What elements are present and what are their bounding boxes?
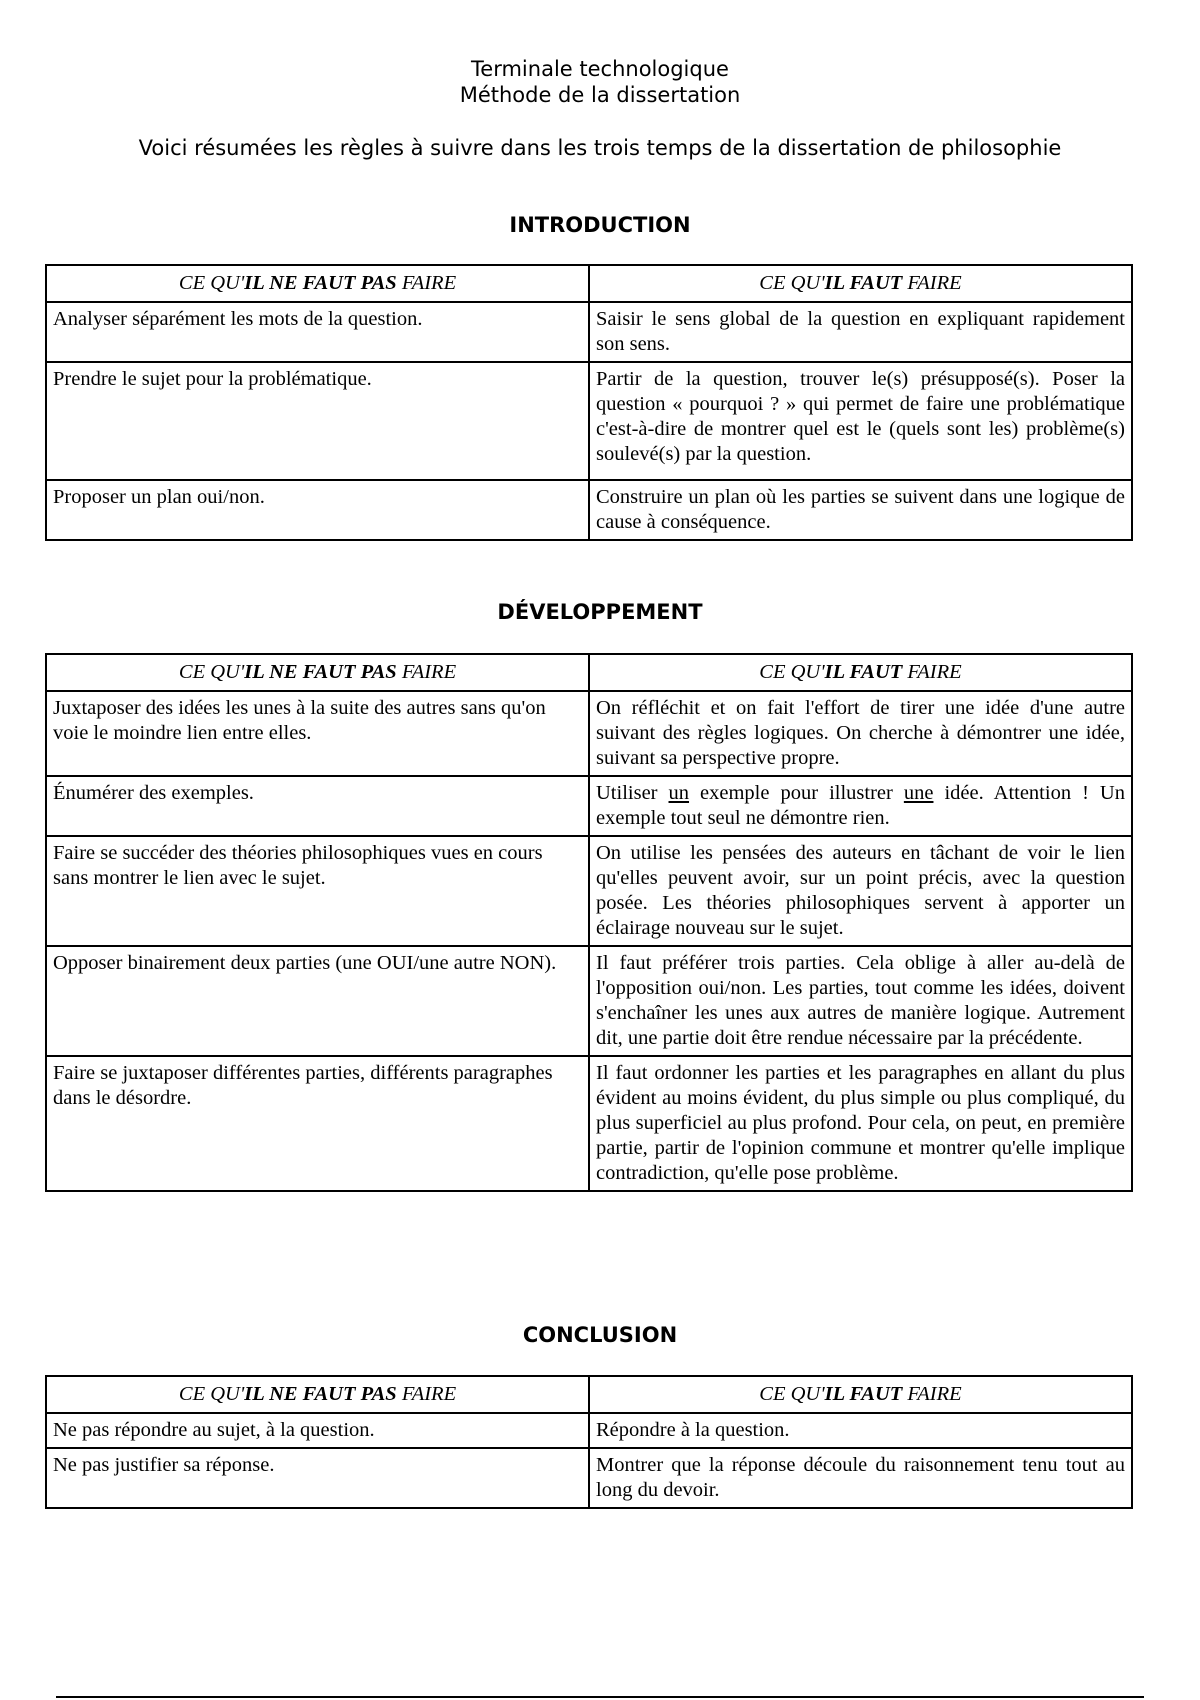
cell-dont: Proposer un plan oui/non. xyxy=(46,480,589,540)
cell-do: Montrer que la réponse découle du raisonnement tenu tout au long du devoir. xyxy=(589,1448,1132,1508)
developpement-table xyxy=(45,653,1133,1192)
cell-dont: Ne pas justifier sa réponse. xyxy=(46,1448,589,1508)
table-row xyxy=(46,1056,1132,1191)
cell-dont: Analyser séparément les mots de la question. xyxy=(46,302,589,362)
cell-do: Répondre à la question. xyxy=(589,1413,1132,1448)
column-header-dont: CE QU'IL NE FAUT PAS FAIRE xyxy=(46,654,589,691)
table-row xyxy=(46,1448,1132,1508)
page-bottom-rule xyxy=(56,1696,1144,1698)
cell-dont: Juxtaposer des idées les unes à la suite des autres sans qu'on voie le moindre lien entre elles. xyxy=(46,691,589,776)
conclusion-table xyxy=(45,1375,1133,1509)
table-row xyxy=(46,480,1132,540)
underlined-word: une xyxy=(903,782,934,804)
table-row xyxy=(46,946,1132,1056)
table-row xyxy=(46,691,1132,776)
table-row xyxy=(46,836,1132,946)
cell-do: Utiliser un exemple pour illustrer une idée. Attention ! Un exemple tout seul ne démontre rien. xyxy=(589,776,1132,836)
cell-dont: Faire se juxtaposer différentes parties, différents paragraphes dans le désordre. xyxy=(46,1056,589,1191)
cell-dont: Énumérer des exemples. xyxy=(46,776,589,836)
table-row xyxy=(46,302,1132,362)
cell-do: Partir de la question, trouver le(s) présupposé(s). Poser la question « pourquoi ? » qui permet de faire une problématique c'est-à-dire de montrer quel est le (quels sont les) problème(s) soulevé(s) par la question. xyxy=(589,362,1132,480)
cell-do: Il faut préférer trois parties. Cela oblige à aller au-delà de l'opposition oui/non. Les parties, tout comme les idées, doivent s'enchaîner les unes aux autres de manière logique. Autrement dit, une partie doit être rendue nécessaire par la précédente. xyxy=(589,946,1132,1056)
table-header-row xyxy=(46,654,1132,691)
section-title-introduction: INTRODUCTION xyxy=(509,213,691,237)
cell-dont: Opposer binairement deux parties (une OUI/une autre NON). xyxy=(46,946,589,1056)
cell-do: On réfléchit et on fait l'effort de tirer une idée d'une autre suivant des règles logiques. On cherche à démontrer une idée, suivant sa perspective propre. xyxy=(589,691,1132,776)
column-header-dont: CE QU'IL NE FAUT PAS FAIRE xyxy=(46,1376,589,1413)
cell-dont: Faire se succéder des théories philosophiques vues en cours sans montrer le lien avec le sujet. xyxy=(46,836,589,946)
column-header-do: CE QU'IL FAUT FAIRE xyxy=(589,1376,1132,1413)
cell-dont: Ne pas répondre au sujet, à la question. xyxy=(46,1413,589,1448)
column-header-dont: CE QU'IL NE FAUT PAS FAIRE xyxy=(46,265,589,302)
cell-dont: Prendre le sujet pour la problématique. xyxy=(46,362,589,480)
introduction-table xyxy=(45,264,1133,541)
column-header-do: CE QU'IL FAUT FAIRE xyxy=(589,265,1132,302)
table-row xyxy=(46,776,1132,836)
document-subtitle: Méthode de la dissertation xyxy=(459,83,741,107)
table-row xyxy=(46,362,1132,480)
cell-do: On utilise les pensées des auteurs en tâchant de voir le lien qu'elles peuvent avoir, sur un point précis, avec la question posée. Les théories philosophiques servent à apporter un éclairage nouveau sur le sujet. xyxy=(589,836,1132,946)
document-intro: Voici résumées les règles à suivre dans les trois temps de la dissertation de philosophie xyxy=(138,136,1062,160)
table-header-row xyxy=(46,265,1132,302)
table-header-row xyxy=(46,1376,1132,1413)
column-header-do: CE QU'IL FAUT FAIRE xyxy=(589,654,1132,691)
cell-do: Saisir le sens global de la question en expliquant rapidement son sens. xyxy=(589,302,1132,362)
section-title-developpement: DÉVELOPPEMENT xyxy=(497,600,703,624)
cell-do: Il faut ordonner les parties et les paragraphes en allant du plus évident au moins évident, du plus simple ou plus compliqué, du plus superficiel au plus profond. Pour cela, on peut, en première partie, partir de l'opinion commune et montrer qu'elle implique contradiction, qu'elle pose problème. xyxy=(589,1056,1132,1191)
section-title-conclusion: CONCLUSION xyxy=(522,1323,678,1347)
cell-do: Construire un plan où les parties se suivent dans une logique de cause à conséquence. xyxy=(589,480,1132,540)
document-title: Terminale technologique xyxy=(471,57,729,81)
table-row xyxy=(46,1413,1132,1448)
underlined-word: un xyxy=(668,782,690,804)
